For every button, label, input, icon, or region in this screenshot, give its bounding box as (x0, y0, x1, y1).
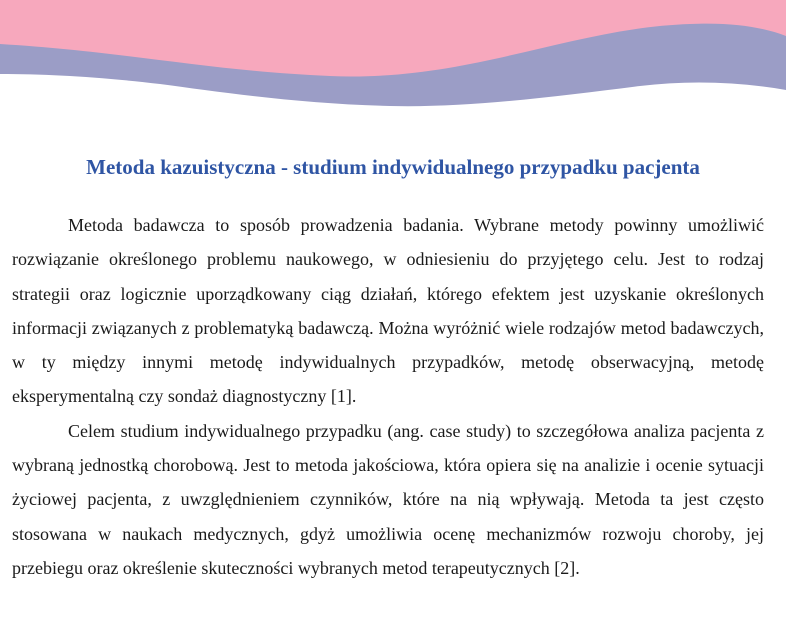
document-body (12, 208, 764, 585)
header-wave-decoration (0, 0, 786, 110)
paragraph-case-study: Celem studium indywidualnego przypadku (ang. case study) to szczegółowa analiza pacjenta z wybraną jednostką chorobową. Jest to metoda jakościowa, która opiera się na analizie i ocenie sytuacji życiowej pacjenta, z uwzględnieniem czynników, które na nią wpływają. Metoda ta jest często stosowana w naukach medycznych, gdyż umożliwia ocenę mechanizmów rozwoju choroby, jej przebiegu oraz określenie skuteczności wybranych metod terapeutycznych [2]. (12, 420, 764, 578)
page-title: Metoda kazuistyczna - studium indywidualnego przypadku pacjenta (86, 155, 700, 179)
paragraph-research-methods: Metoda badawcza to sposób prowadzenia badania. Wybrane metody powinny umożliwić rozwiązanie określonego problemu naukowego, w odniesieniu do przyjętego celu. Jest to rodzaj strategii oraz logicznie uporządkowany ciąg działań, którego efektem jest uzyskanie określonych informacji związanych z problematyką badawczą. Można wyróżnić wiele rodzajów metod badawczych, w ty między innymi metodę indywidualnych przypadków, metodę obserwacyjną, metodę eksperymentalną czy sondaż diagnostyczny [1]. (12, 215, 764, 407)
